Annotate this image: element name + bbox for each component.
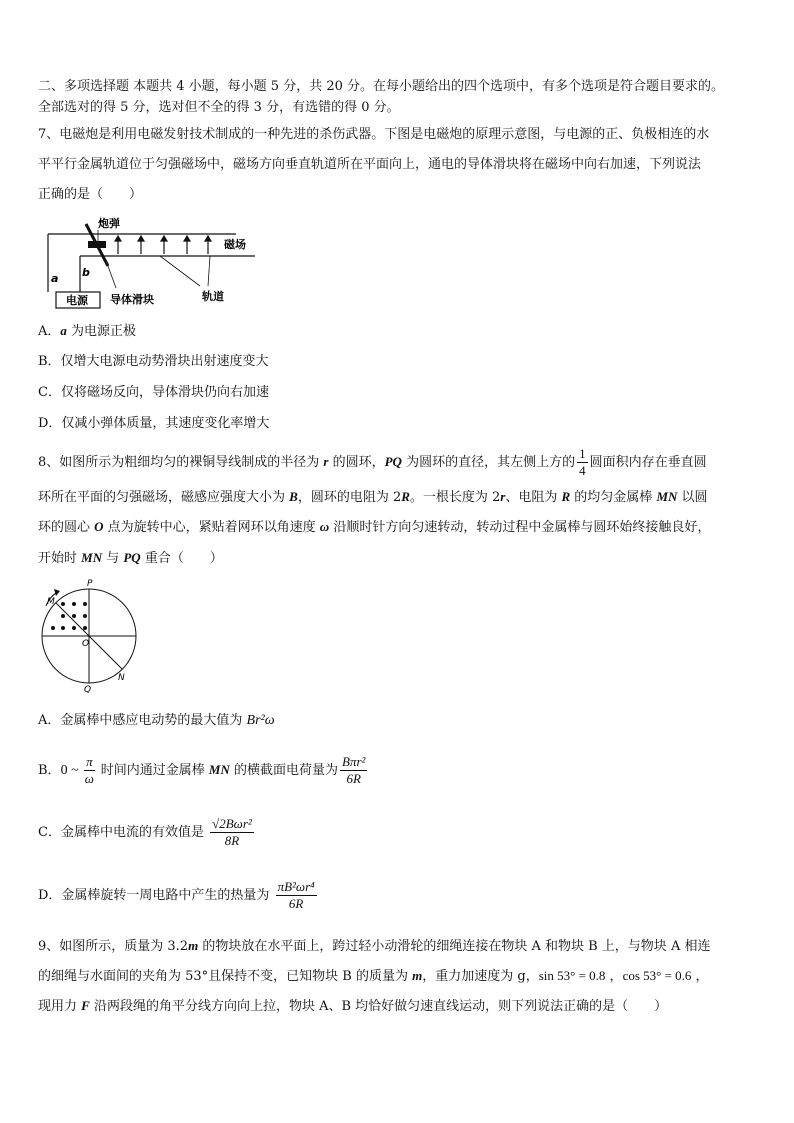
- point-p-label: P: [87, 579, 93, 589]
- railgun-diagram: [40, 214, 270, 310]
- slider-label: 导体滑块: [110, 293, 154, 306]
- q8-stem-line-4: 开始时 MN 与 PQ 重合（ ）: [38, 550, 223, 566]
- section-header-line-2: 全部选对的得 5 分，选对但不全的得 3 分，有选错的得 0 分。: [38, 100, 400, 115]
- terminal-b-label: b: [82, 266, 90, 279]
- q9-stem-line-3: 现用力 F 沿两段绳的角平分线方向向上拉，物块 A、B 均恰好做匀速直线运动，则下列说法正确的是（ ）: [38, 998, 668, 1014]
- q8-stem-line-3: 环的圆心 O 点为旋转中心，紧贴着网环以角速度 ω 沿顺时针方向匀速转动，转动过程中金属棒与圆环始终接触良好，: [38, 519, 711, 535]
- field-label: 磁场: [224, 238, 246, 251]
- q7-option-b: B．仅增大电源电动势滑块出射速度变大: [38, 354, 269, 369]
- q8-stem-line-1: 8、如图所示为粗细均匀的裸铜导线制成的半径为 r 的圆环，PQ 为圆环的直径，其左侧上方的 $\frac{1}{4}$ 圆面积内存在垂直圆: [38, 446, 707, 478]
- ring-diagram: [34, 576, 146, 694]
- shell-label: 炮弹: [98, 217, 120, 230]
- q7-option-c: C．仅将磁场反向，导体滑块仍向右加速: [38, 385, 269, 400]
- q7-stem-line-1: 7、电磁炮是利用电磁发射技术制成的一种先进的杀伤武器。下图是电磁炮的原理示意图，与电源的正、负极相连的水: [38, 127, 710, 142]
- point-n-label: N: [118, 673, 125, 683]
- point-q-label: Q: [84, 685, 92, 694]
- q8-option-b: B．0 ~ $\frac{\pi}{\omega}$ 时间内通过金属棒 MN 的横截面电荷量为 $\frac{\text{Bπr²}}{6R}$: [38, 754, 366, 786]
- q7-option-d: D．仅减小弹体质量，其速度变化率增大: [38, 416, 270, 431]
- point-o-label: O: [82, 639, 90, 649]
- rail-label: 轨道: [202, 290, 224, 303]
- section-header-line-1: 二、多项选择题 本题共 4 小题，每小题 5 分，共 20 分。在每小题给出的四个选项中，有多个选项是符合题目要求的。: [38, 79, 725, 94]
- q7-option-a: A．a 为电源正极: [38, 323, 137, 339]
- q7-stem-line-2: 平平行金属轨道位于匀强磁场中，磁场方向垂直轨道所在平面向上，通电的导体滑块将在磁场中向右加速，下列说法: [38, 157, 702, 172]
- q7-stem-line-3: 正确的是（ ）: [38, 187, 143, 202]
- q8-option-c: C．金属棒中电流的有效值是 $\frac{\text{√2Bωr²}}{8R}$: [38, 816, 252, 848]
- q8-option-a: A．金属棒中感应电动势的最大值为 Br²ω: [38, 713, 275, 728]
- q9-stem-line-1: 9、如图所示，质量为 3.2m 的物块放在水平面上，跨过轻小动滑轮的细绳连接在物块 A 和物块 B 上，与物块 A 相连: [38, 938, 711, 954]
- q9-stem-line-2: 的细绳与水面间的夹角为 53°且保持不变，已知物块 B 的质量为 m，重力加速度为 g，sin 53° = 0.8 ，cos 53° = 0.6 ，: [38, 968, 709, 984]
- point-m-label: M: [47, 597, 55, 607]
- q8-option-d: D．金属棒旋转一周电路中产生的热量为 $\frac{\text{πB²ωr⁴}}{6R}$: [38, 879, 315, 911]
- q8-stem-line-2: 环所在平面的匀强磁场，磁感应强度大小为 B，圆环的电阻为 2R。一根长度为 2r、电阻为 R 的均匀金属棒 MN 以圆: [38, 489, 708, 505]
- power-source-label: 电源: [66, 294, 88, 307]
- terminal-a-label: a: [51, 272, 59, 285]
